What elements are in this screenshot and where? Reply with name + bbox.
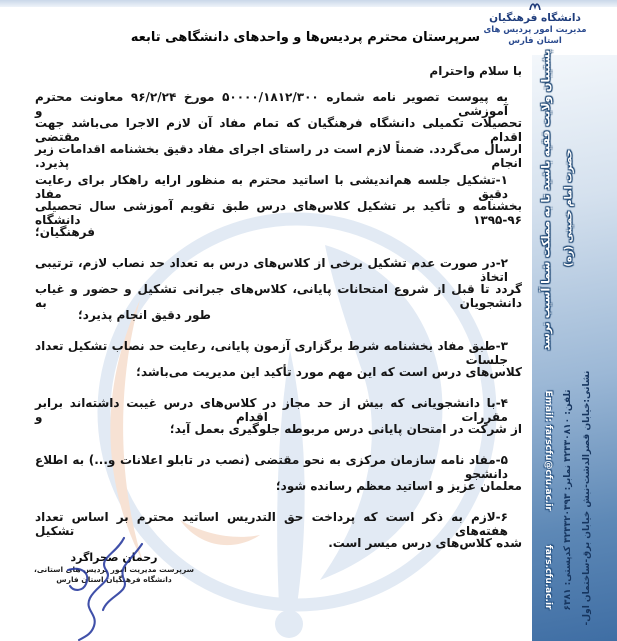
letterhead: [457, 1, 613, 47]
letter-line: از شرکت در امتحان پایانی درس مربوطه جلوگیری بعمل آید؛: [169, 422, 522, 436]
letter-line: ۱-تشکیل جلسه هم‌اندیشی با اساتید محترم به منظور ارایه راهکار برای رعایت دقیق مفاد: [35, 173, 508, 201]
letter-line: طور دقیق انجام پذیرد؛: [78, 308, 211, 322]
letter-line: ۵-مفاد نامه سازمان مرکزی به نحو مقتضی (نصب در تابلو اعلانات و...) به اطلاع دانشجو: [35, 453, 508, 481]
department-name: مدیریت امور پردیس های: [483, 25, 587, 35]
letter-line: بخشنامه و تأکید بر تشکیل کلاس‌های درس طبق تقویم آموزشی سال تحصیلی ۹۶-۱۳۹۵ دانشگاه: [35, 199, 522, 227]
sidebar-contact: تلفن: ۳۲۳۳۰۸۱۰ نمابر: ۳۲۳۳۲۰۳۹۳ کدپستی: ۶۳۸۱: [563, 389, 573, 611]
letter-title: سرپرستان محترم پردیس‌ها و واحدهای دانشگاهی تابعه: [130, 30, 480, 45]
letter-line: ۴-با دانشجویانی که بیش از حد مجاز در کلاس‌های درس غیبت داشته‌اند برابر مقررات اقدام و: [35, 396, 508, 424]
letter-line: به پیوست تصویر نامه شماره ۵۰۰۰۰/۱۸۱۲/۳۰۰ مورخ ۹۶/۲/۲۴ معاونت محترم آموزشی و: [35, 90, 508, 118]
signature-org: دانشگاه فرهنگیان استان فارس: [56, 575, 172, 584]
signature-scribble-icon: [46, 536, 178, 641]
letter-line: ۲-در صورت عدم تشکیل برخی از کلاس‌های درس به تعداد حد نصاب لازم، ترتیبی اتخاذ: [35, 256, 508, 284]
sidebar-email: Email: farscfu@cfu.ac.ir: [543, 390, 553, 511]
letter-line: کلاس‌های درس است که این مهم مورد تأکید این مدیریت می‌باشد؛: [136, 365, 522, 379]
letter-line: با سلام واحترام: [429, 64, 522, 78]
letter-line: تحصیلات تکمیلی دانشگاه فرهنگیان که تمام مفاد آن لازم الاجرا می‌باشد جهت اقدام مقتضی: [35, 116, 522, 144]
letter-line: ۳-طبق مفاد بخشنامه شرط برگزاری آزمون پایانی، رعایت حد نصاب تشکیل تعداد جلسات: [35, 339, 508, 367]
sidebar-quote: پشتیبان ولایت فقیه باشید تا به مملکت شما آسیب نرسد: [539, 49, 553, 351]
sidebar-website: fars.cfu.ac.ir: [543, 544, 553, 610]
letter-line: معلمان عزیز و اساتید معظم رسانده شود؛: [275, 479, 522, 493]
letter-line: ارسال می‌گردد. ضمناً لازم است در راستای اجرای مفاد دقیق بخشنامه اقدامات زیر انجام پذیرد.: [35, 142, 522, 170]
signature-name: رحمان صحراگرد: [70, 551, 158, 564]
letter-line: ۶-لازم به ذکر است که پرداخت حق التدریس اساتید محترم بر اساس تعداد هفته‌های تشکیل: [35, 510, 508, 538]
sidebar-email-website: [543, 390, 553, 609]
university-logo-icon: [457, 1, 613, 11]
signature-role: سرپرست مدیریت امور پردیس های استانی،: [33, 565, 195, 574]
sidebar-address: نشانی:خیابان قصرالدشت-نبش خیابان برق-ساختمان اول-: [582, 370, 592, 626]
letter-line: شده کلاس‌های درس میسر است.: [328, 536, 522, 550]
university-name: دانشگاه فرهنگیان: [489, 12, 581, 24]
letter-line: فرهنگیان؛: [35, 225, 95, 239]
province-name: استان فارس: [508, 36, 562, 46]
sidebar-quote-attribution: حضرت امام خمینی (ره): [563, 149, 575, 267]
letter-line: گردد تا قبل از شروع امتحانات پایانی، کلاس‌های جبرانی تشکیل و حضور و غیاب دانشجویان به: [35, 282, 522, 310]
